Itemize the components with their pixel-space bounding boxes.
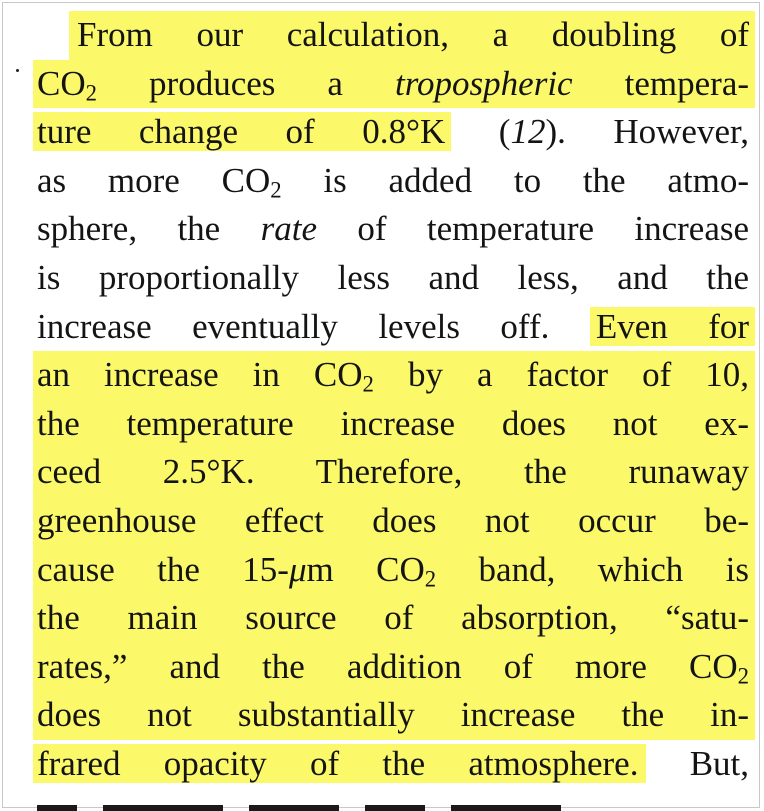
- text-line-3: ture change of 0.8°K (12). However,: [37, 108, 749, 157]
- highlight-span: ture change of 0.8°K: [33, 112, 451, 151]
- document-page: [37, 11, 749, 789]
- text-line-2: $CO_2$ produces a tropospheric tempera-: [33, 60, 755, 109]
- document-frame: [2, 2, 760, 808]
- text-line-12: cause the 15-μm $CO_2$ band, which is: [33, 546, 755, 595]
- text-line-7: increase eventually levels off. Even for: [37, 303, 749, 352]
- text-line-15: does not substantially increase the in-: [33, 691, 755, 740]
- text-line-1: [37, 11, 749, 60]
- scan-speck: [16, 69, 19, 72]
- highlight-span: frared opacity of the atmosphere.: [33, 744, 646, 783]
- highlight-span: Even for: [590, 307, 755, 346]
- text-line-13: the main source of absorption, “satu-: [33, 594, 755, 643]
- cut-off-next-line: [37, 799, 597, 811]
- text-line-9: the temperature increase does not ex-: [33, 400, 755, 449]
- text-line-5: sphere, the rate of temperature increase: [37, 209, 750, 249]
- text-line-8: an increase in $CO_2$ by a factor of 10,: [33, 351, 755, 400]
- text-line-14: rates,” and the addition of more $CO_2$: [33, 643, 755, 692]
- text-line-10: ceed 2.5°K. Therefore, the runaway: [33, 448, 755, 497]
- text-line-16: frared opacity of the atmosphere. But,: [37, 740, 749, 789]
- highlight-span: From our calculation, a doubling of: [69, 11, 755, 60]
- text-line-4: as more $CO_2$ is added to the atmo-: [37, 160, 749, 203]
- text-line-6: is proportionally less and less, and the: [37, 257, 749, 297]
- text-line-11: greenhouse effect does not occur be-: [33, 497, 755, 546]
